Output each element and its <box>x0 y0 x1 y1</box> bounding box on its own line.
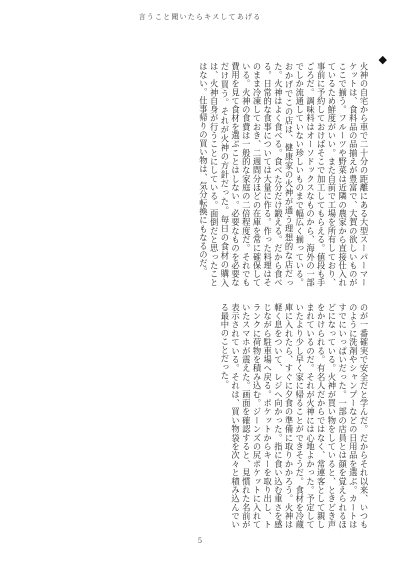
body-text-upper: 火神の自宅から車で二十分の距離にある大型スーパーマーケットは、食料品の品揃えが豊富で、大賀の欲しいものがここで揃う。フルーツや野菜は近隣の農家から直接仕入れているため鮮度がいい。また自前で工場を所有しており、事前に予約しておけばそこで加工してもらえる。値段も手ごろだ。調味料はオーソドックスなものから、海外の一部でしか流通していない珍しいものまで幅広く揃っている。おかげでこの店は、健康家の火神が通う理想的な店だった。火神はよく食べる。食べた分だけ鍛える。だから食べる。日常的な食事については大量に作る。作った料理はそのまま冷凍しておき、二週間分ほどの在庫を常に確保している。火神の食費は一般的な家庭の二倍程度だ。それでも費用を見て食材を選ぶことはしない。必要なものを必要なだけ買う。それが火神の方針だった。毎日の食材の購入は、火神自身が行うことにしている。面倒だと思ったことはない。仕事帰りの買い物は、気分転換にもなるのだ。 <box>198 62 369 287</box>
body-text-lower: のが一番確実で安全だと学んだ。だからそれ以来、いつものように洗剤やシャンプーなどの日用品を選ぶ。カートはすでにいっぱいだった。一部の店員とは顔を覚えられるほどになっている。火神が買い物をしていると、ときどき声をかけられる。有名人だからではなく、常連客として親しまれているのだ。それが火神には心地よかった。予定していたより少し早く家に帰ることができそうだ。食材を冷蔵庫に入れたら、すぐに夕食の準備に取りかかろう。火神は軽く息をついて、レジへ向かった。指に食い込む重さを感じながら駐車場へ戻る。ポケットからキーを取り出し、トランクに荷物を積み込む。ジーンズの尻ポケットに入れていたスマホが震えた。画面を確認すると、見慣れた名前が表示されている。それは、買い物袋を次々と積み込んでいる最中のことだった。 <box>219 303 369 529</box>
page-number: 5 <box>197 537 203 545</box>
section-marker-icon: ◆ <box>378 53 387 66</box>
running-header: 言うこと聞いたらキスしてあげる <box>138 13 262 21</box>
